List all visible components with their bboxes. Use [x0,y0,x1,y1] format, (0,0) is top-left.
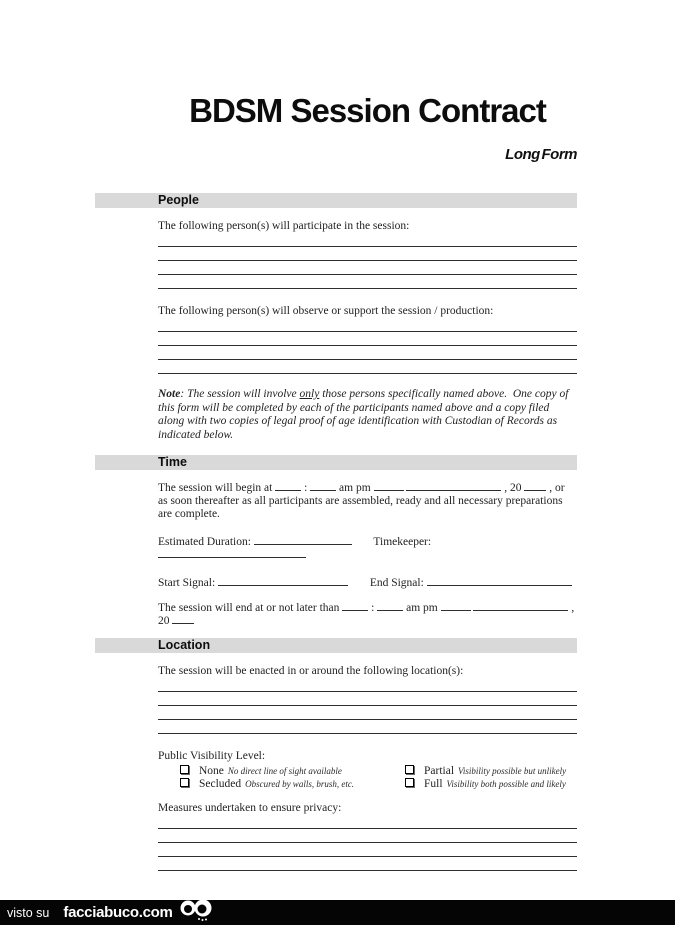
write-line[interactable] [158,318,577,332]
checkbox-none[interactable] [180,765,189,774]
section-label-location: Location [158,638,211,652]
location-write-area [158,678,577,734]
participants-write-area [158,233,577,289]
write-line[interactable] [158,692,577,706]
facciabuco-eyes-logo [179,899,215,925]
option-desc-secluded: Obscured by walls, brush, etc. [245,779,355,789]
watermark-site-link[interactable]: facciabuco.com [63,904,173,921]
write-line[interactable] [158,720,577,734]
note-text-before: : The session will involve [180,388,300,400]
start-signal-blank[interactable] [218,582,348,586]
option-name-none: None [199,765,224,777]
end-signal-label: End Signal: [369,577,424,589]
section-header-time [95,455,577,470]
location-label: The session will be enacted in or around the following location(s): [158,665,464,677]
estimated-duration-blank[interactable] [254,541,352,545]
end-hour-blank[interactable] [342,607,368,611]
write-line[interactable] [158,360,577,374]
page-subtitle: Long Form [505,146,577,163]
note-text-after: those persons specifically named above. One copy of this form will be completed by each of the participants named above and a copy filed along with two copies of legal proof of age identification with Custodian of Records as indicated below. [158,388,572,441]
begin-minute-blank[interactable] [310,487,336,491]
option-name-secluded: Secluded [199,778,242,790]
visibility-options [158,765,577,791]
start-signal-label: Start Signal: [158,577,216,589]
end-text: The session will end at or not later than [158,602,340,614]
write-line[interactable] [158,332,577,346]
visibility-option-partial [383,765,577,778]
observers-write-area [158,318,577,374]
session-begin-sentence [158,482,577,521]
end-year-prefix: , 20 [158,602,575,627]
note-underlined-word: only [299,388,320,400]
write-line[interactable] [158,829,577,843]
observers-label: The following person(s) will observe or support the session / production: [158,305,494,317]
page-title: BDSM Session Contract [189,92,546,129]
end-colon: : [371,602,375,614]
section-label-time: Time [158,455,187,469]
write-line[interactable] [158,857,577,871]
section-label-people: People [158,193,199,207]
begin-tail-text: , or as soon thereafter as all participants are assembled, ready and all necessary preparations are complete. [158,482,565,520]
begin-day-blank[interactable] [374,487,404,491]
section-header-people [95,193,577,208]
signal-row [158,577,577,590]
note-paragraph [158,388,577,442]
end-year-blank[interactable] [172,620,194,624]
write-line[interactable] [158,815,577,829]
participants-label: The following person(s) will participate in the session: [158,220,410,232]
session-end-sentence [158,602,577,628]
end-ampm: am pm [406,602,438,614]
write-line[interactable] [158,247,577,261]
begin-year-blank[interactable] [524,487,546,491]
begin-colon: : [304,482,308,494]
contract-sheet [95,0,577,871]
option-desc-full: Visibility both possible and likely [446,779,566,789]
begin-year-prefix: , 20 [504,482,522,494]
begin-month-blank[interactable] [406,487,501,491]
write-line[interactable] [158,678,577,692]
option-desc-partial: Visibility possible but unlikely [458,766,567,776]
end-minute-blank[interactable] [377,607,403,611]
begin-text: The session will begin at [158,482,273,494]
watermark-bar [0,900,675,925]
section-header-location [95,638,577,653]
timekeeper-blank[interactable] [158,554,306,558]
visibility-option-secluded [158,778,383,791]
end-signal-blank[interactable] [427,582,572,586]
note-label: Note [158,388,181,400]
checkbox-partial[interactable] [405,765,414,774]
begin-hour-blank[interactable] [275,487,301,491]
option-desc-none: No direct line of sight available [227,766,342,776]
checkbox-full[interactable] [405,778,414,787]
write-line[interactable] [158,275,577,289]
estimated-duration-label: Estimated Duration: [158,536,251,548]
write-line[interactable] [158,233,577,247]
duration-timekeeper-row [158,536,577,562]
write-line[interactable] [158,843,577,857]
end-day-blank[interactable] [441,607,471,611]
end-month-blank[interactable] [473,607,568,611]
privacy-write-area [158,815,577,871]
option-name-full: Full [424,778,443,790]
write-line[interactable] [158,261,577,275]
write-line[interactable] [158,706,577,720]
visibility-option-none [158,765,383,778]
visibility-label: Public Visibility Level: [158,750,266,762]
privacy-label: Measures undertaken to ensure privacy: [158,802,342,814]
write-line[interactable] [158,346,577,360]
timekeeper-label: Timekeeper: [373,536,432,548]
visibility-option-full [383,778,577,791]
begin-ampm: am pm [339,482,371,494]
watermark-prefix: visto su [7,905,50,920]
checkbox-secluded[interactable] [180,778,189,787]
option-name-partial: Partial [424,765,455,777]
